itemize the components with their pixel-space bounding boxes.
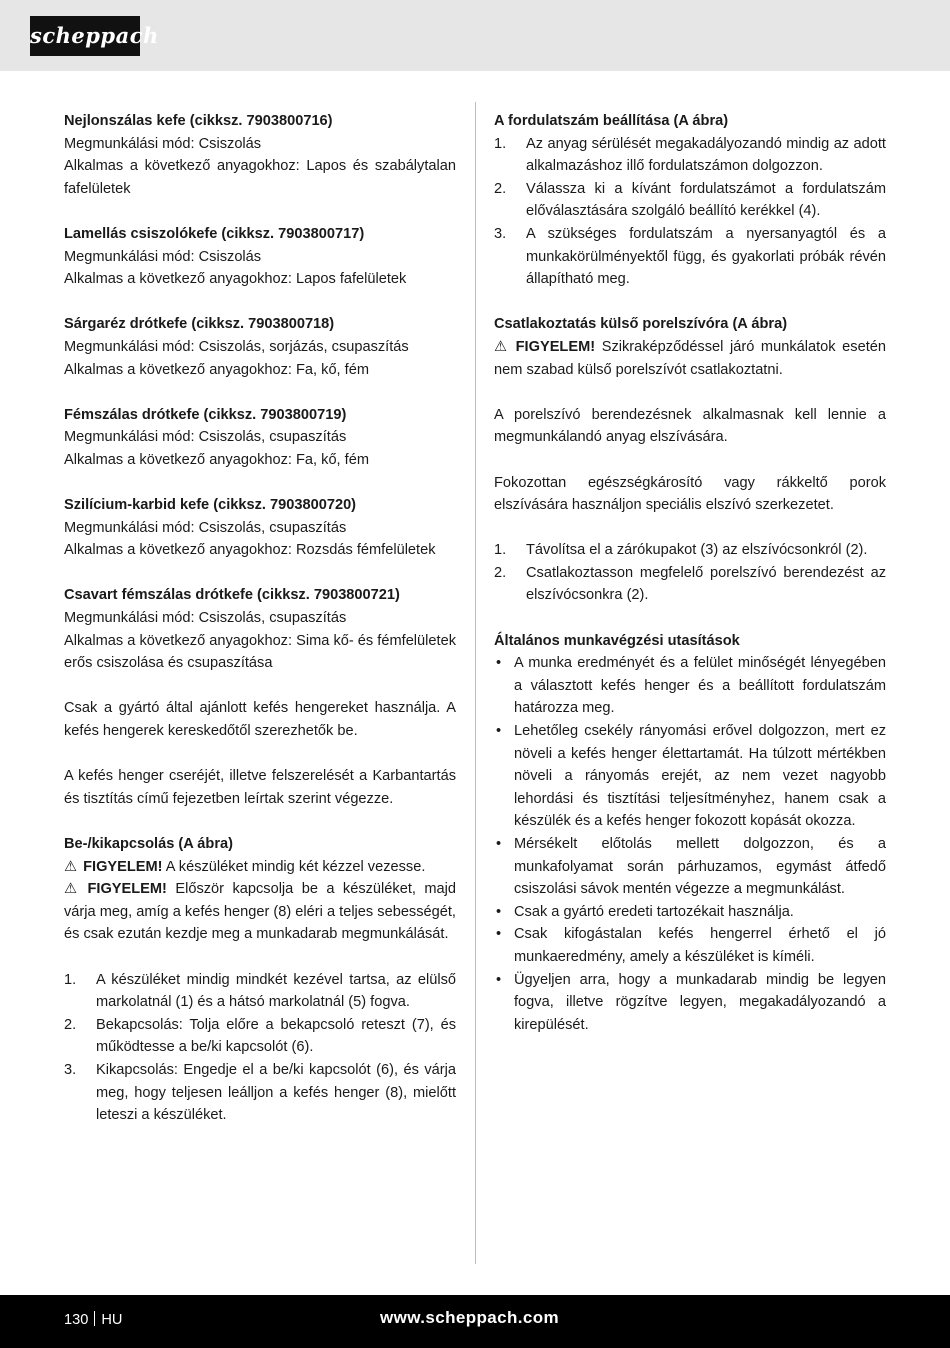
brush-entry xyxy=(64,313,456,381)
website-link[interactable]: www.scheppach.com xyxy=(380,1308,560,1327)
step-text: Válassza ki a kívánt fordulatszámot a fordulatszám előválasztására szolgáló beállító kerékkel (4). xyxy=(526,180,886,220)
brand-logo: scheppach xyxy=(30,16,140,56)
warning-triangle-icon: ⚠ xyxy=(494,338,510,355)
brush-line: Megmunkálási mód: Csiszolás xyxy=(64,135,262,152)
step-number: 1. xyxy=(494,542,507,559)
brush-entry xyxy=(64,223,456,291)
brush-line: Alkalmas a következő anyagokhoz: Lapos fafelületek xyxy=(64,271,407,288)
brush-line: Alkalmas a következő anyagokhoz: Rozsdás fémfelületek xyxy=(64,542,436,559)
list-item xyxy=(64,1014,456,1059)
note-paragraph: A porelszívó berendezésnek alkalmasnak kell lennie a megmunkálandó anyag elszívására. xyxy=(494,406,886,446)
brush-line: Megmunkálási mód: Csiszolás xyxy=(64,248,262,265)
note-paragraph: Fokozottan egészségkárosító vagy rákkeltő porok elszívására használjon speciális elszívó szerkezetet. xyxy=(494,474,886,514)
list-item xyxy=(494,720,886,833)
step-text: Az anyag sérülését megakadályozandó mindig az adott alkalmazáshoz illő fordulatszámon dolgozzon. xyxy=(526,135,886,175)
step-number: 2. xyxy=(494,564,507,581)
brush-line: Alkalmas a következő anyagokhoz: Sima kő- és fémfelületek erős csiszolása és csupaszítása xyxy=(64,632,456,672)
list-item xyxy=(494,833,886,901)
page-footer xyxy=(0,1295,950,1348)
brush-entry xyxy=(64,494,456,562)
warning-triangle-icon: ⚠ xyxy=(64,881,82,898)
step-text: Kikapcsolás: Engedje el a be/ki kapcsolót (6), és várja meg, hogy teljesen leálljon a kefés henger (8), mielőtt leteszi a készüléket. xyxy=(96,1061,456,1124)
step-text: Csatlakoztasson megfelelő porelszívó berendezést az elszívócsonkra (2). xyxy=(526,564,886,604)
section-title-switch: Be-/kikapcsolás (A ábra) xyxy=(64,836,233,852)
brush-entry xyxy=(64,110,456,200)
step-text: A szükséges fordulatszám a nyersanyagtól és a munkakörülményektől függ, és gyakorlati próbák révén állapítható meg. xyxy=(526,225,886,288)
step-text: A készüléket mindig mindkét kezével tartsa, az elülső markolatnál (1) és a hátsó markolatnál (5) fogva. xyxy=(96,971,456,1011)
warning-notice xyxy=(64,856,456,879)
item-text: Csak kifogástalan kefés hengerrel érhető el jó munkaeredmény, amely a készüléket is kíméli. xyxy=(514,926,886,965)
step-number: 3. xyxy=(64,1061,77,1078)
item-text: Csak a gyártó eredeti tartozékait használja. xyxy=(514,903,794,920)
step-text: Távolítsa el a zárókupakot (3) az elszívócsonkról (2). xyxy=(526,542,868,559)
page-header xyxy=(0,0,950,71)
warning-label-text: FIGYELEM! xyxy=(83,858,163,875)
warning-label-text: FIGYELEM! xyxy=(87,881,167,898)
brush-line: Megmunkálási mód: Csiszolás, sorjázás, csupaszítás xyxy=(64,338,409,355)
brush-title: Szilícium-karbid kefe (cikksz. 7903800720) xyxy=(64,497,357,514)
brush-line: Alkalmas a következő anyagokhoz: Fa, kő, fém xyxy=(64,361,369,378)
step-number: 3. xyxy=(494,225,507,242)
brush-title: Fémszálas drótkefe (cikksz. 7903800719) xyxy=(64,406,347,423)
list-item xyxy=(494,539,886,562)
brush-line: Alkalmas a következő anyagokhoz: Fa, kő, fém xyxy=(64,451,369,468)
item-text: Mérsékelt előtolás mellett dolgozzon, és a munkafolyamat során párhuzamos, egymást átfedő csiszolási sávok mentén végezze a megmunkálást. xyxy=(514,836,886,898)
note-paragraph: A kefés henger cseréjét, illetve felszerelését a Karbantartás és tisztítás című fejezetben leírtak szerint végezze. xyxy=(64,768,456,807)
brush-line: Megmunkálási mód: Csiszolás, csupaszítás xyxy=(64,519,347,536)
step-number: 1. xyxy=(64,971,77,988)
warning-text: A készüléket mindig két kézzel vezesse. xyxy=(162,858,426,875)
brush-line: Megmunkálási mód: Csiszolás, csupaszítás xyxy=(64,429,347,446)
bullet: • xyxy=(496,971,502,988)
left-column xyxy=(64,110,456,1149)
switch-steps-list xyxy=(64,969,456,1127)
warning-notice xyxy=(64,878,456,946)
warning-triangle-icon: ⚠ xyxy=(64,858,78,875)
brush-line: Alkalmas a következő anyagokhoz: Lapos és szabálytalan fafelületek xyxy=(64,158,456,197)
language-code: HU xyxy=(101,1312,123,1328)
right-column xyxy=(494,110,886,1036)
brush-entry xyxy=(64,404,456,472)
item-text: Ügyeljen arra, hogy a munkadarab mindig be legyen fogva, illetve rögzítve legyen, megakadályozandó a kirepülését. xyxy=(514,971,886,1033)
list-item xyxy=(494,923,886,968)
page-number xyxy=(64,1311,122,1328)
bullet: • xyxy=(496,836,502,852)
list-item xyxy=(494,969,886,1037)
brush-title: Lamellás csiszolókefe (cikksz. 7903800717) xyxy=(64,225,365,242)
warning-label-text: FIGYELEM! xyxy=(515,338,596,355)
list-item xyxy=(494,223,886,291)
step-number: 1. xyxy=(494,135,507,152)
section-title-dust: Csatlakoztatás külső porelszívóra (A ábra) xyxy=(494,316,788,333)
list-item xyxy=(64,969,456,1014)
bullet: • xyxy=(496,655,502,672)
list-item xyxy=(494,652,886,720)
step-number: 2. xyxy=(494,180,507,197)
speed-steps-list xyxy=(494,133,886,291)
brush-title: Nejlonszálas kefe (cikksz. 7903800716) xyxy=(64,113,333,129)
page-number-value: 130 xyxy=(64,1312,89,1328)
brush-line: Megmunkálási mód: Csiszolás, csupaszítás xyxy=(64,610,347,627)
bullet: • xyxy=(496,926,502,943)
warning-label xyxy=(494,339,595,355)
warning-notice xyxy=(494,336,886,381)
section-title-speed: A fordulatszám beállítása (A ábra) xyxy=(494,113,729,129)
step-text: Bekapcsolás: Tolja előre a bekapcsoló reteszt (7), és működtesse a be/ki kapcsolót (6). xyxy=(96,1016,456,1056)
list-item xyxy=(494,562,886,607)
footer-separator xyxy=(94,1311,95,1326)
item-text: Lehetőleg csekély rányomási erővel dolgozzon, mert ez növeli a kefés henger élettartamát. Ha túlzott mértékben növeli a rányomás erejét, az nem vezet nagyobb lehordási és tisztítási teljesítményhez, hanem csak a készülék és a kefés henger fokozott kopását okozza. xyxy=(514,723,886,830)
brush-title: Sárgaréz drótkefe (cikksz. 7903800718) xyxy=(64,316,335,333)
warning-text: Szikraképződéssel járó munkálatok esetén nem szabad külső porelszívót csatlakoztatni. xyxy=(494,338,886,378)
brush-entry xyxy=(64,584,456,674)
column-divider xyxy=(475,102,476,1264)
section-title-general: Általános munkavégzési utasítások xyxy=(494,632,740,649)
bullet: • xyxy=(496,723,502,740)
step-number: 2. xyxy=(64,1016,77,1033)
dust-steps-list xyxy=(494,539,886,607)
bullet: • xyxy=(496,903,502,920)
item-text: A munka eredményét és a felület minőségét lényegében a választott kefés henger és a beállított fordulatszám határozza meg. xyxy=(514,655,886,717)
list-item xyxy=(494,178,886,223)
list-item xyxy=(494,901,886,924)
brush-title: Csavart fémszálas drótkefe (cikksz. 7903800721) xyxy=(64,587,400,604)
warning-label xyxy=(64,859,163,875)
list-item xyxy=(64,1059,456,1127)
list-item xyxy=(494,133,886,178)
general-instructions-list xyxy=(494,652,886,1036)
warning-label xyxy=(64,881,167,897)
note-paragraph: Csak a gyártó által ajánlott kefés hengereket használja. A kefés hengerek kereskedőtől szerezhetők be. xyxy=(64,700,456,740)
warning-text: Először kapcsolja be a készüléket, majd várja meg, amíg a kefés henger (8) eléri a teljes sebességét, és csak ezután kezdje meg a munkadarab megmunkálását. xyxy=(64,881,456,943)
